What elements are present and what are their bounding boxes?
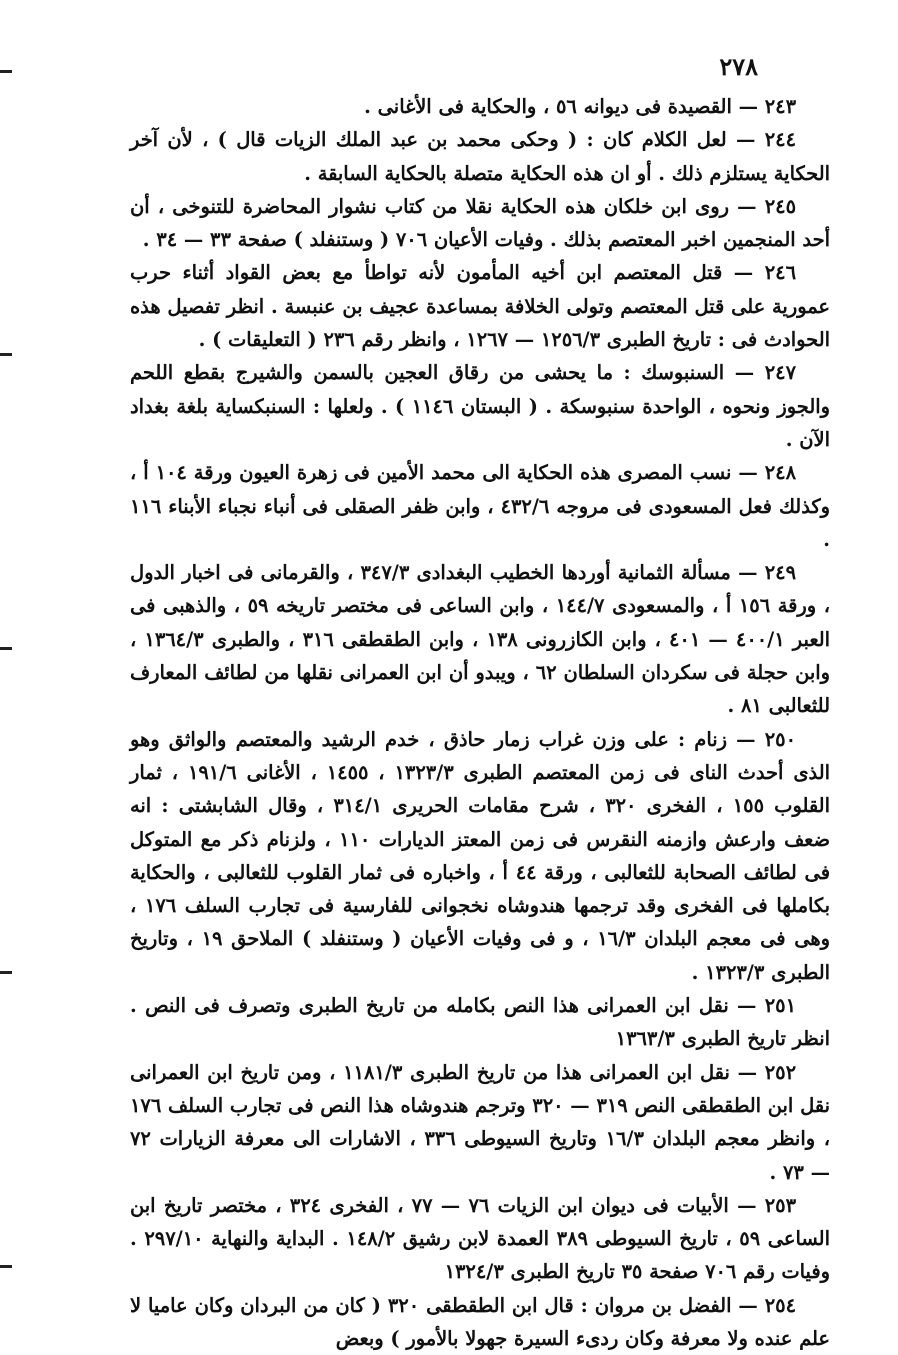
- page-number: ٢٧٨: [719, 52, 758, 81]
- footnote-247: ٢٤٧ — السنبوسك : ما يحشى من رقاق العجين بالسمن والشيرج بقطع اللحم والجوز ونحوه ، الواحدة سنبوسكة . ( البستان ١١٤٦ ) . ولعلها : السنبكساية بلغة بغداد الآن .: [130, 361, 830, 451]
- footnotes: [130, 90, 830, 1355]
- footnote-250: ٢٥٠ — زنام : على وزن غراب زمار حاذق ، خدم الرشيد والمعتصم والواثق وهو الذى أحدث الناى فى زمن المعتصم الطبرى ١٣٢٣/٣ ، ١٤٥٥ ، الأغانى ١٩١/٦ ، ثمار القلوب ١٥٥ ، الفخرى ٣٢٠ ، شرح مقامات الحريرى ٣١٤/١ ، وقال الشابشتى : انه ضعف وارعش وازمنه النقرس فى زمن المعتز الديارات ١١٠ ، ولزنام ذكر مع المتوكل فى لطائف الصحابة للثعالبى ، ورقة ٤٤ أ ، واخباره فى ثمار القلوب للثعالبى ، والحكاية بكاملها فى الفخرى وقد ترجمها هندوشاه نخجوانى للفارسية فى تجارب السلف ١٧٦ ، وهى فى معجم البلدان ١٦/٣ ، و فى وفيات الأعيان ( وستنفلد ) الملاحق ١٩ ، وتاريخ الطبرى ١٣٢٣/٣ .: [130, 727, 830, 984]
- scan-margin-mark: [0, 1265, 12, 1268]
- footnote-251: ٢٥١ — نقل ابن العمرانى هذا النص بكامله من تاريخ الطبرى وتصرف فى النص . انظر تاريخ الطبرى ١٣٦٣/٣: [130, 994, 830, 1051]
- scan-margin-mark: [0, 70, 12, 73]
- scan-margin-mark: [0, 971, 12, 974]
- footnote-244: ٢٤٤ — لعل الكلام كان : ( وحكى محمد بن عبد الملك الزيات قال ) ، لأن آخر الحكاية يستلزم ذلك . أو ان هذه الحكاية متصلة بالحكاية السابقة .: [130, 128, 830, 185]
- footnote-245: ٢٤٥ — روى ابن خلكان هذه الحكاية نقلا من كتاب نشوار المحاضرة للتنوخى ، أن أحد المنجمين اخبر المعتصم بذلك . وفيات الأعيان ٧٠٦ ( وستنفلد ) صفحة ٣٣ — ٣٤ .: [130, 194, 830, 252]
- footnote-243: ٢٤٣ — القصيدة فى ديوانه ٥٦ ، والحكاية فى الأغانى .: [364, 95, 796, 118]
- scan-margin-mark: [0, 353, 12, 356]
- footnote-252: ٢٥٢ — نقل ابن العمرانى هذا من تاريخ الطبرى ١١٨١/٣ ، ومن تاريخ ابن العمرانى نقل ابن الطقطقى النص ٣١٩ — ٣٢٠ وترجم هندوشاه هذا النص فى تجارب السلف ١٧٦ ، وانظر معجم البلدان ١٦/٣ وتاريخ السيوطى ٣٣٦ ، الاشارات الى معرفة الزيارات ٧٢ — ٧٣ .: [130, 1060, 830, 1184]
- scan-margin-mark: [0, 647, 12, 650]
- footnote-253: ٢٥٣ — الأبيات فى ديوان ابن الزيات ٧٦ — ٧٧ ، الفخرى ٣٢٤ ، مختصر تاريخ ابن الساعى ٥٩ ، تاريخ السيوطى ٣٨٩ العمدة لابن رشيق ١٤٨/٢ . البداية والنهاية ٢٩٧/١٠ . وفيات رقم ٧٠٦ صفحة ٣٥ تاريخ الطبرى ١٣٢٤/٣: [130, 1193, 830, 1284]
- footnote-248: ٢٤٨ — نسب المصرى هذه الحكاية الى محمد الأمين فى زهرة العيون ورقة ١٠٤ أ ، وكذلك فعل المسعودى فى مروجه ٤٣٢/٦ ، وابن ظفر الصقلى فى أنباء نجباء الأبناء ١١٦ .: [130, 461, 830, 551]
- footnote-254: ٢٥٤ — الفضل بن مروان : قال ابن الطقطقى ٣٢٠ ( كان من البردان وكان عاميا لا علم عنده ولا معرفة وكان ردىء السيرة جهولا بالأمور ) وبعض: [130, 1293, 830, 1350]
- footnote-249: ٢٤٩ — مسألة الثمانية أوردها الخطيب البغدادى ٣٤٧/٣ ، والقرمانى فى اخبار الدول ، ورقة ١٥٦ أ ، والمسعودى ١٤٤/٧ ، وابن الساعى فى مختصر تاريخه ٥٩ ، والذهبى فى العبر ٤٠٠/١ — ٤٠١ ، وابن الكازرونى ١٣٨ ، وابن الطقطقى ٣١٦ ، والطبرى ١٣٦٤/٣ ، وابن حجلة فى سكردان السلطان ٦٢ ، ويبدو أن ابن العمرانى نقلها من لطائف المعارف للثعالبى ٨١ .: [130, 561, 830, 718]
- footnote-246: ٢٤٦ — قتل المعتصم ابن أخيه المأمون لأنه تواطأ مع بعض القواد أثناء حرب عمورية على قتل المعتصم وتولى الخلافة بمساعدة عجيف بن عنبسة . انظر تفصيل هذه الحوادث فى : تاريخ الطبرى ١٢٥٦/٣ — ١٢٦٧ ، وانظر رقم ٢٣٦ ( التعليقات ) .: [130, 261, 830, 352]
